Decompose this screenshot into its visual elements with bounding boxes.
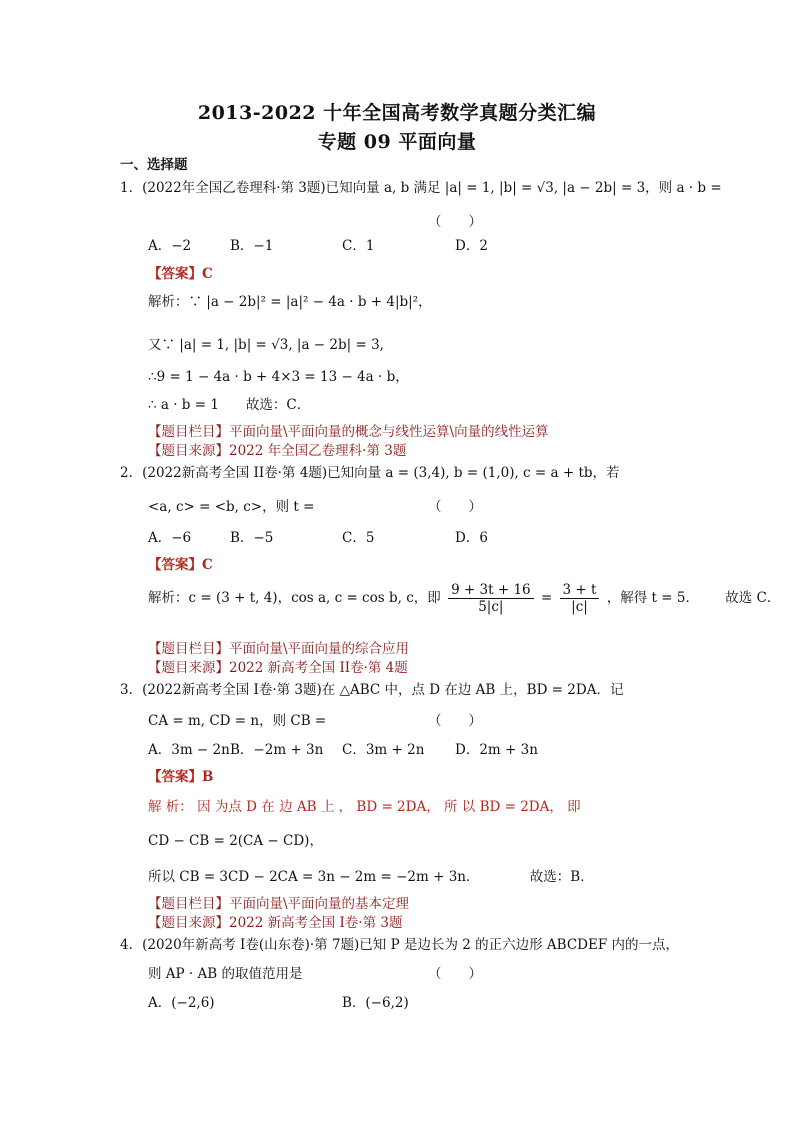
q2-option-d: D．6 (455, 530, 488, 546)
q3-source: 【题目来源】2022 新高考全国 I卷·第 3题 (148, 915, 403, 931)
q3-option-a: A．3m − 2n (148, 742, 230, 758)
q1-solution-line-2: 又∵ |a| = 1, |b| = √3, |a − 2b| = 3, (148, 337, 384, 353)
q3-stem: 3．(2022新高考全国 I卷·第 3题)在 △ABC 中，点 D 在边 AB 上，BD = 2DA．记 (120, 682, 624, 698)
q2-fraction-right-numerator: 3 + t (560, 582, 600, 599)
q4-stem-line-2: 则 AP · AB 的取值范用是 (148, 966, 303, 982)
q2-source: 【题目来源】2022 新高考全国 II卷·第 4题 (148, 660, 408, 676)
q2-choice: 故选 C． (725, 590, 781, 606)
q2-fraction-left (448, 582, 534, 615)
q1-answer-blank: （ ） (428, 214, 482, 230)
q3-solution-line-1: 解 析： 因 为点 D 在 边 AB 上 ， BD = 2DA， 所 以 BD = 2DA， 即 (148, 799, 581, 815)
q3-solution-equation: 所以 CB = 3CD − 2CA = 3n − 2m = −2m + 3n． (148, 869, 480, 885)
q1-stem: 1．(2022年全国乙卷理科·第 3题)已知向量 a, b 满足 |a| = 1, |b| = √3, |a − 2b| = 3，则 a · b = (120, 180, 722, 196)
q4-option-a: A．(−2,6) (148, 995, 215, 1011)
q1-source: 【题目来源】2022 年全国乙卷理科·第 3题 (148, 443, 407, 459)
q3-stem-line-2: CA = m, CD = n，则 CB = (148, 713, 327, 729)
q1-option-a: A．−2 (148, 238, 192, 254)
q2-solution (148, 582, 780, 615)
q2-solution-prefix: 解析：c = (3 + t, 4)，cos a, c = cos b, c，即 (148, 590, 441, 606)
q3-answer: 【答案】B (148, 769, 214, 785)
q2-fraction-right-denominator: |c| (571, 599, 588, 615)
q1-option-b: B．−1 (230, 238, 274, 254)
document-title: 2013-2022 十年全国高考数学真题分类汇编 (197, 102, 597, 124)
document-subtitle: 专题 09 平面向量 (317, 131, 477, 153)
q2-option-a: A．−6 (148, 530, 192, 546)
q2-fraction-left-numerator: 9 + 3t + 16 (448, 582, 534, 599)
q2-answer-blank: （ ） (428, 499, 482, 515)
q2-option-b: B．−5 (230, 530, 274, 546)
q2-fraction-right (560, 582, 600, 615)
q3-option-b: B．−2m + 3n (230, 742, 324, 758)
q1-answer: 【答案】C (148, 266, 213, 282)
q1-solution-line-4: ∴ a · b = 1 故选：C． (148, 397, 311, 413)
q2-fraction-left-denominator: 5|c| (478, 599, 504, 615)
q2-answer: 【答案】C (148, 557, 213, 573)
q1-solution-line-1: 解析：∵ |a − 2b|² = |a|² − 4a · b + 4|b|²， (148, 294, 432, 310)
q3-option-d: D．2m + 3n (455, 742, 538, 758)
q2-stem: 2．(2022新高考全国 II卷·第 4题)已知向量 a = (3,4), b = (1,0), c = a + tb，若 (120, 465, 620, 481)
q4-stem: 4．(2020年新高考 I卷(山东卷)·第 7题)已知 P 是边长为 2 的正六边形 ABCDEF 内的一点， (120, 937, 680, 953)
q1-category: 【题目栏目】平面向量\平面向量的概念与线性运算\向量的线性运算 (148, 424, 549, 440)
q1-option-d: D．2 (455, 238, 488, 254)
q1-solution-line-3: ∴9 = 1 − 4a · b + 4×3 = 13 − 4a · b， (148, 369, 409, 385)
q2-option-c: C．5 (342, 530, 375, 546)
q3-choice: 故选：B． (529, 869, 594, 885)
section-heading: 一、选择题 (120, 157, 188, 173)
q3-category: 【题目栏目】平面向量\平面向量的基本定理 (148, 896, 410, 912)
q2-category: 【题目栏目】平面向量\平面向量的综合应用 (148, 641, 410, 657)
q3-option-c: C．3m + 2n (342, 742, 425, 758)
q2-equals-sign: = (540, 590, 553, 606)
q3-solution-line-2: CD − CB = 2(CA − CD)， (148, 833, 323, 849)
q4-answer-blank: （ ） (428, 966, 482, 982)
q2-solution-suffix: ，解得 t = 5． (606, 590, 699, 606)
q1-option-c: C．1 (342, 238, 375, 254)
q3-answer-blank: （ ） (428, 713, 482, 729)
q2-stem-line-2: <a, c> = <b, c>，则 t = (148, 499, 315, 515)
q4-option-b: B．(−6,2) (342, 995, 409, 1011)
q3-solution-line-3 (148, 865, 594, 885)
